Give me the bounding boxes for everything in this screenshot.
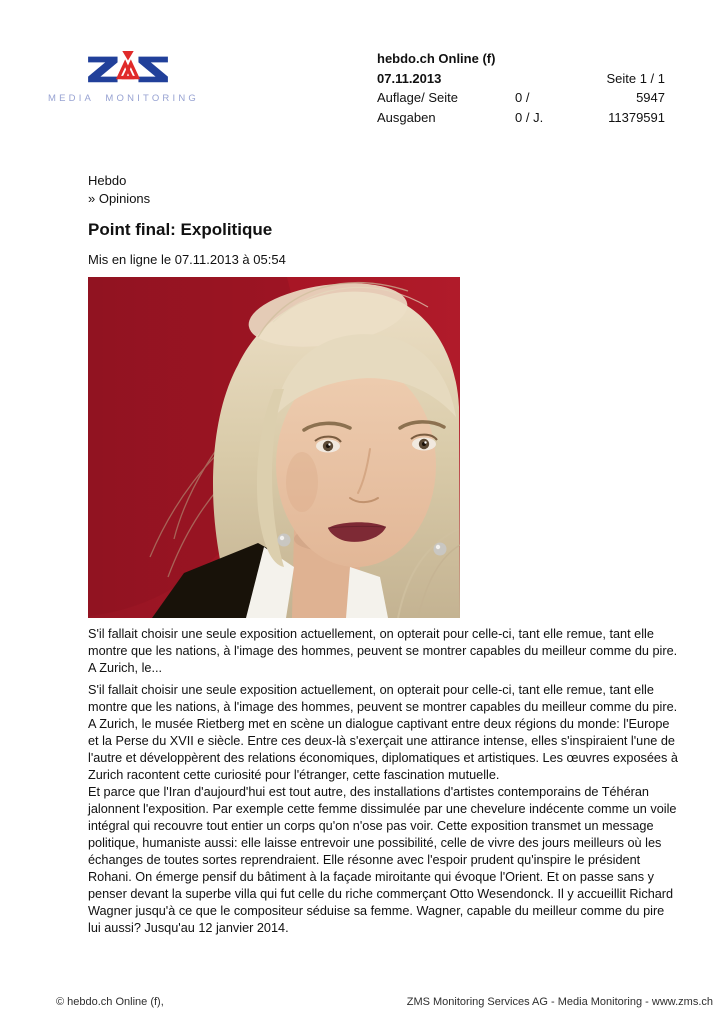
auflage-value: 5947 (636, 90, 665, 105)
zms-logo (48, 50, 208, 104)
section-breadcrumb: » Opinions (88, 191, 151, 206)
ausgaben-label: Ausgaben (377, 109, 436, 125)
article (88, 172, 680, 937)
footer-copyright: © hebdo.ch Online (f), (56, 996, 164, 1008)
ausgaben-mid-value: 0 / J. (515, 109, 544, 125)
source-name: hebdo.ch Online (f) (377, 51, 496, 66)
footer-service-line: ZMS Monitoring Services AG - Media Monitoring - www.zms.ch (406, 996, 713, 1008)
logo-letter-s (138, 57, 167, 83)
article-body (88, 682, 680, 937)
article-teaser: S'il fallait choisir une seule exposition actuellement, on opterait pour celle-ci, tant elle remue, tant elle montre que les nations, à l'image des hommes, peuvent se montrer capables du meilleur comme du pire. A Zurich, le... (88, 627, 678, 675)
article-paragraph-1: S'il fallait choisir une seule exposition actuellement, on opterait pour celle-ci, tant elle remue, tant elle montre que les nations, à l'image des hommes, peuvent se montrer capables du meilleur comme du pire. A Zurich, le musée Rietberg met en scène un dialogue captivant entre deux régions du monde: l'Europe et la Perse du XVII e siècle. Entre ces deux-là s'exerçait une attirance intense, elles s'inspiraient l'une de l'autre et développèrent des relations économiques, diplomatiques et artistiques. Les œuvres exposées à Zurich racontent cette curiosité pour l'étranger, cette fascination mutuelle. (88, 683, 678, 782)
ausgaben-value: 11379591 (608, 109, 665, 125)
logo-letter-m-top-triangle (122, 51, 133, 61)
zms-logo-icon (86, 50, 170, 88)
logo-subtitle: MEDIA MONITORING (48, 93, 199, 104)
header-meta (377, 49, 665, 127)
published-line: Mis en ligne le 07.11.2013 à 05:54 (88, 252, 286, 267)
meta-row-auflage (377, 88, 665, 108)
auflage-mid-value: 0 / (515, 90, 530, 105)
auflage-label: Auflage/ Seite (377, 90, 458, 105)
page-indicator: Seite 1 / 1 (606, 70, 665, 86)
article-photo (88, 277, 460, 618)
meta-row-date (377, 69, 665, 89)
article-paragraph-2: Et parce que l'Iran d'aujourd'hui est tout autre, des installations d'artistes contemporains de Téhéran jalonnent l'exposition. Par exemple cette femme dissimulée par une chevelure indécente comme un voile intégral qui recouvre tout entier un corps qu'on n'ose pas voir. Cette exposition transmet un message politique, humaniste aussi: elle laisse entrevoir une possibilité, celle de vivre des jours meilleurs où les échanges de toutes sortes reprendraient. Elle résonne avec l'espoir prudent qu'inspire le président Rohani. On émerge pensif du bâtiment à la façade miroitante qui évoque l'Orient. Et on passe sans y penser devant la superbe villa qui fut celle du riche commerçant Otto Wesendonck. Il y accueillit Richard Wagner jusqu'à ce que le compositeur séduise sa femme. Wagner, capable du meilleur comme du pire lui aussi? Jusqu'au 12 janvier 2014. (88, 785, 677, 935)
publication-name: Hebdo (88, 173, 127, 188)
publication-date: 07.11.2013 (377, 70, 442, 86)
report-footer (56, 996, 713, 1008)
meta-row-source (377, 49, 665, 69)
meta-row-ausgaben (377, 108, 665, 128)
article-title: Point final: Expolitique (88, 220, 273, 239)
logo-letter-z (88, 57, 117, 83)
